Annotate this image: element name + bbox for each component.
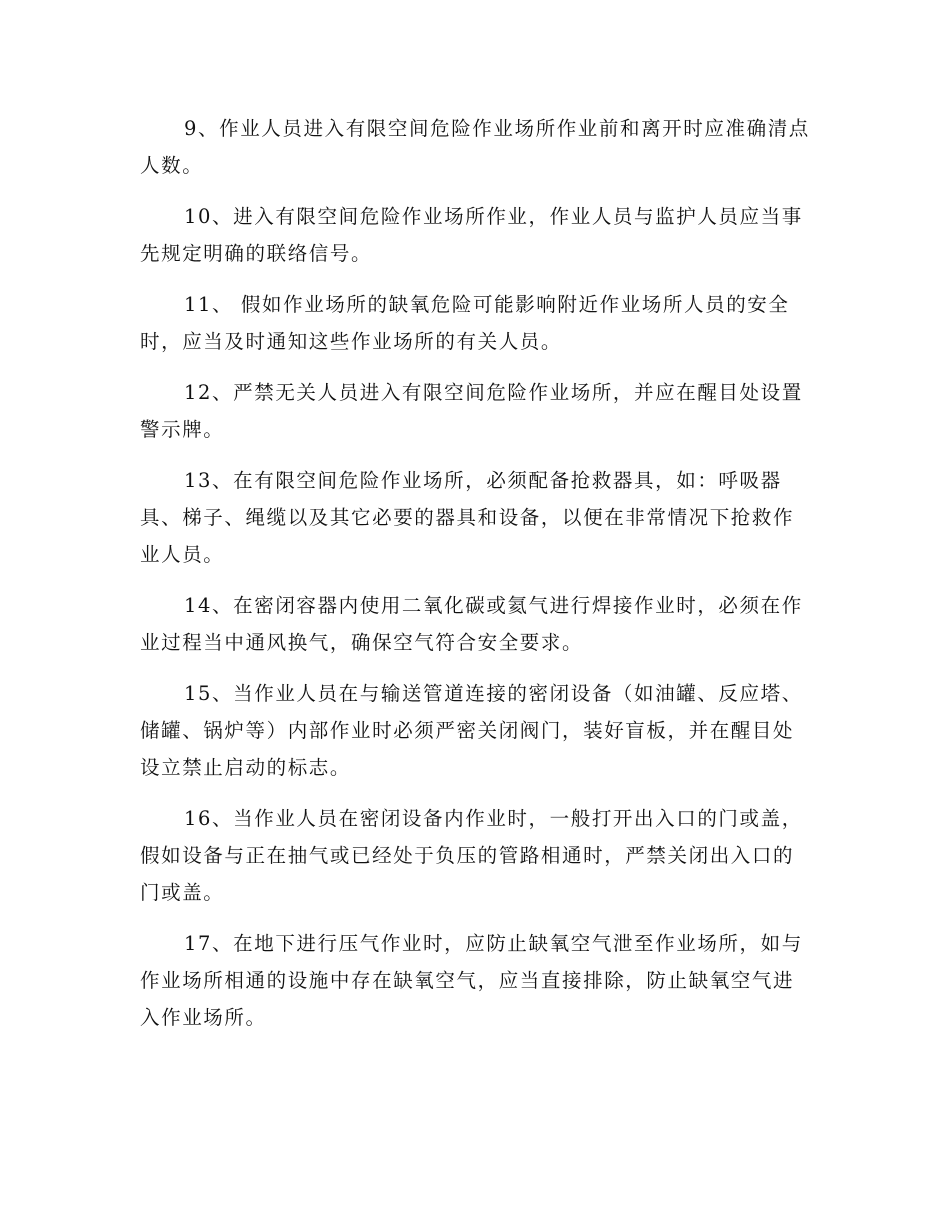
- paragraph-item-9: 9、作业人员进入有限空间危险作业场所作业前和离开时应准确清点人数。: [140, 117, 810, 177]
- paragraph-item-13: 13、在有限空间危险作业场所，必须配备抢救器具，如：呼吸器具、梯子、绳缆以及其它必要的器具和设备，以便在非常情况下抢救作业人员。: [140, 469, 795, 566]
- document-page: [140, 110, 810, 1050]
- paragraph-item-10: 10、进入有限空间危险作业场所作业，作业人员与监护人员应当事先规定明确的联络信号。: [140, 205, 803, 265]
- paragraph-item-14: 14、在密闭容器内使用二氧化碳或氦气进行焊接作业时，必须在作业过程当中通风换气，确保空气符合安全要求。: [140, 594, 803, 654]
- paragraph-item-11: 11、 假如作业场所的缺氧危险可能影响附近作业场所人员的安全时，应当及时通知这些作业场所的有关人员。: [140, 293, 790, 353]
- paragraph-item-17: 17、在地下进行压气作业时，应防止缺氧空气泄至作业场所，如与作业场所相通的设施中存在缺氧空气，应当直接排除，防止缺氧空气进入作业场所。: [140, 932, 803, 1029]
- paragraph-item-16: 16、当作业人员在密闭设备内作业时，一般打开出入口的门或盖，假如设备与正在抽气或已经处于负压的管路相通时，严禁关闭出入口的门或盖。: [140, 807, 803, 904]
- paragraph-item-15: 15、当作业人员在与输送管道连接的密闭设备（如油罐、反应塔、储罐、锅炉等）内部作业时必须严密关闭阀门，装好盲板，并在醒目处设立禁止启动的标志。: [140, 682, 803, 779]
- paragraph-item-12: 12、严禁无关人员进入有限空间危险作业场所，并应在醒目处设置警示牌。: [140, 381, 803, 441]
